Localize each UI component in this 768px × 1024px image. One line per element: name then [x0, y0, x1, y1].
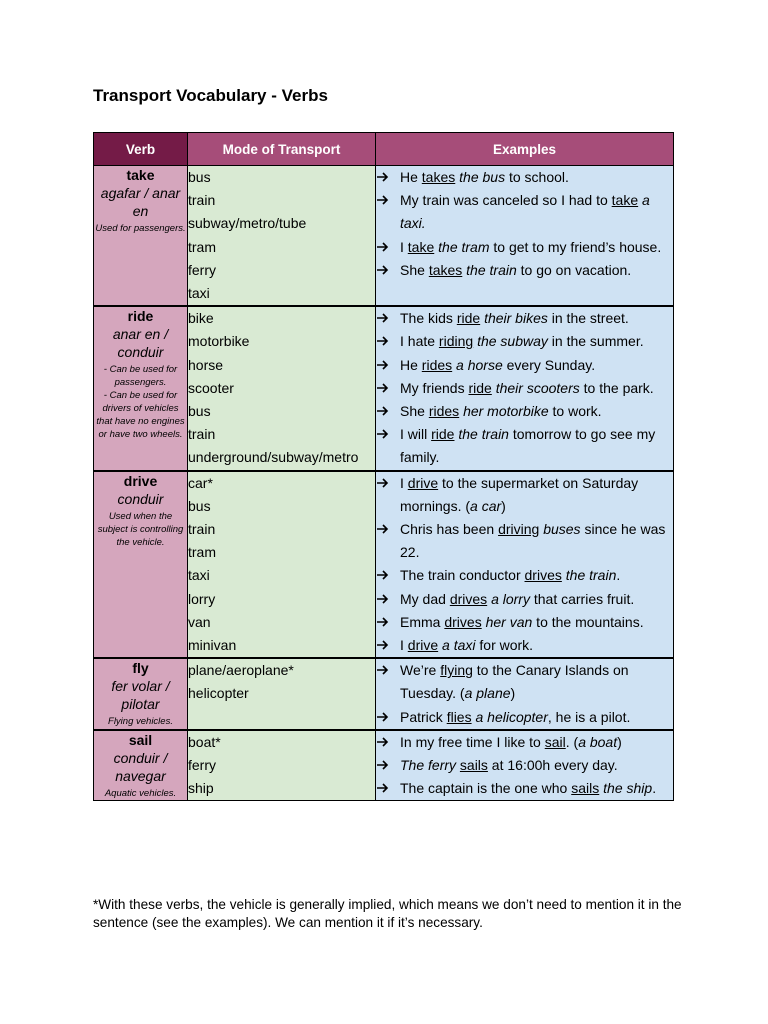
verb-usage: ride [456, 310, 481, 327]
verb-word: ride [127, 308, 154, 325]
transport-mode: train [188, 521, 216, 538]
transport-mode: train [188, 192, 216, 209]
sentence-text: I [400, 238, 408, 255]
sentence-text: to work. [548, 403, 602, 420]
example-sentence [400, 634, 673, 657]
example-item [376, 754, 673, 777]
sentence-text: that carries fruit. [529, 590, 635, 607]
example-sentence [400, 518, 673, 564]
transport-mode: train [188, 426, 216, 443]
example-item [376, 472, 673, 518]
example-item [376, 564, 673, 587]
sentence-text: She [400, 403, 429, 420]
right-arrow-icon [376, 777, 400, 800]
transport-mode: subway/metro/tube [188, 215, 307, 232]
vehicle-phrase: a boat [578, 733, 618, 750]
transport-mode: horse [188, 356, 224, 373]
right-arrow-icon [376, 307, 400, 330]
example-sentence [400, 611, 673, 634]
verb-cell [94, 730, 188, 801]
verb-word: drive [123, 472, 158, 489]
sentence-text: . ( [565, 733, 579, 750]
transport-mode: underground/subway/metro [188, 449, 359, 466]
sentence-text: My train was canceled so I had to [400, 192, 612, 209]
sentence-text: The kids [400, 310, 457, 327]
example-sentence [400, 307, 673, 330]
examples-cell [376, 730, 674, 801]
right-arrow-icon [376, 634, 400, 657]
verb-usage: drives [444, 613, 482, 630]
example-item [376, 518, 673, 564]
transport-mode: taxi [188, 285, 210, 302]
vehicle-phrase: the subway [477, 333, 548, 350]
verb-usage: sails [571, 780, 600, 797]
sentence-text: , he is a pilot. [547, 708, 631, 725]
sentence-text: The train conductor [400, 567, 525, 584]
example-item [376, 307, 673, 330]
verb-cell [94, 306, 188, 470]
example-item [376, 400, 673, 423]
sentence-text: Chris has been [400, 521, 499, 538]
right-arrow-icon [376, 330, 400, 353]
example-item [376, 611, 673, 634]
vehicle-phrase: the bus [459, 169, 506, 185]
vehicle-phrase: the tram [438, 238, 490, 255]
vehicle-phrase: the ship [603, 780, 653, 797]
transport-mode: plane/aeroplane* [188, 662, 294, 679]
sentence-text: to the Canary Islands on Tuesday. ( [400, 662, 629, 702]
sentence-text: The captain is the one who [400, 780, 572, 797]
page-title: Transport Vocabulary - Verbs [93, 86, 328, 105]
sentence-text: to go on vacation. [516, 261, 632, 278]
transport-mode: taxi [188, 567, 210, 584]
examples-cell [376, 166, 674, 307]
verb-cell [94, 658, 188, 730]
verb-usage: drive [407, 637, 439, 654]
header-examples: Examples [376, 133, 674, 166]
sentence-text: to the park. [579, 379, 654, 396]
example-item [376, 259, 673, 282]
sentence-text: . [616, 567, 621, 584]
transport-mode: bus [188, 497, 211, 514]
right-arrow-icon [376, 611, 400, 634]
example-item [376, 423, 673, 469]
table-row [94, 471, 674, 659]
verb-usage: flying [440, 662, 473, 679]
header-mode-of-transport: Mode of Transport [188, 133, 376, 166]
sentence-text: for work. [475, 637, 534, 654]
transport-mode: bus [188, 403, 211, 420]
verb-usage: drive [407, 474, 439, 491]
verb-usage: ride [468, 379, 492, 396]
vehicle-phrase: The ferry [400, 757, 457, 774]
sentence-text: We’re [400, 662, 441, 679]
modes-cell [188, 658, 376, 730]
vehicle-phrase: the train [466, 261, 517, 278]
example-item [376, 189, 673, 235]
verb-usage: take [407, 238, 435, 255]
example-item [376, 706, 673, 729]
sentence-text: since he was 22. [400, 521, 666, 561]
example-sentence [400, 731, 673, 754]
usage-note: Used for passengers. [95, 223, 186, 234]
verb-translation: conduir / navegar [113, 749, 168, 784]
vehicle-phrase: their scooters [495, 379, 580, 396]
examples-cell [376, 471, 674, 659]
transport-mode: scooter [188, 379, 234, 396]
right-arrow-icon [376, 706, 400, 729]
verb-usage: takes [428, 261, 463, 278]
sentence-text: Emma [400, 613, 445, 630]
sentence-text: to get to my friend’s house. [489, 238, 662, 255]
right-arrow-icon [376, 166, 400, 189]
verb-usage: sail [544, 733, 566, 750]
transport-mode: car* [188, 474, 213, 491]
example-sentence [400, 236, 673, 259]
example-sentence [400, 377, 673, 400]
right-arrow-icon [376, 400, 400, 423]
vehicle-phrase: a helicopter [475, 708, 548, 725]
vehicle-phrase: her motorbike [463, 403, 549, 420]
example-item [376, 634, 673, 657]
right-arrow-icon [376, 754, 400, 777]
transport-mode: bus [188, 169, 211, 185]
modes-cell [188, 471, 376, 659]
verb-usage: sails [459, 757, 488, 774]
verb-usage: rides [421, 356, 453, 373]
transport-mode: helicopter [188, 685, 249, 702]
sentence-text: He [400, 356, 422, 373]
transport-mode: boat* [188, 733, 221, 750]
right-arrow-icon [376, 659, 400, 705]
example-item [376, 731, 673, 754]
verb-usage: riding [438, 333, 474, 350]
verb-usage: drives [449, 590, 488, 607]
sentence-text: at 16:00h every day. [487, 757, 618, 774]
transport-mode: minivan [188, 637, 237, 654]
sentence-text: In my free time I like to [400, 733, 545, 750]
verb-usage: flies [446, 708, 472, 725]
modes-cell [188, 166, 376, 307]
verb-cell [94, 166, 188, 307]
example-item [376, 377, 673, 400]
verb-usage: driving [498, 521, 540, 538]
example-sentence [400, 706, 673, 729]
right-arrow-icon [376, 236, 400, 259]
sentence-text: tomorrow to go see my family. [400, 426, 656, 466]
sentence-text: My friends [400, 379, 469, 396]
verb-usage: rides [428, 403, 460, 420]
sentence-text: in the street. [547, 310, 629, 327]
verb-translation: agafar / anar en [100, 185, 181, 219]
vehicle-phrase: the train [458, 426, 509, 443]
transport-mode: ferry [188, 757, 216, 774]
vehicle-phrase: a plane [464, 685, 511, 702]
verb-translation: conduir [117, 490, 164, 507]
right-arrow-icon [376, 472, 400, 518]
right-arrow-icon [376, 731, 400, 754]
usage-note: - Can be used for passengers. [103, 364, 178, 389]
example-sentence [400, 564, 673, 587]
example-sentence [400, 472, 673, 518]
verb-translation: fer volar / pilotar [111, 678, 170, 713]
verb-usage: takes [421, 169, 456, 185]
table-header-row [94, 133, 674, 166]
right-arrow-icon [376, 423, 400, 469]
example-sentence [400, 259, 673, 282]
examples-cell [376, 306, 674, 470]
verb-cell [94, 471, 188, 659]
example-sentence [400, 330, 673, 353]
right-arrow-icon [376, 518, 400, 564]
examples-cell [376, 658, 674, 730]
transport-mode: tram [188, 238, 216, 255]
example-sentence [400, 754, 673, 777]
example-item [376, 588, 673, 611]
sentence-text: every Sunday. [502, 356, 596, 373]
transport-mode: bike [188, 310, 214, 327]
transport-mode: ship [188, 780, 214, 797]
usage-note: - Can be used for drivers of vehicles that have no engines or have two wheels. [96, 390, 185, 441]
sentence-text: in the summer. [547, 333, 644, 350]
modes-cell [188, 306, 376, 470]
vehicle-phrase: a car [470, 497, 502, 514]
example-sentence [400, 659, 673, 705]
example-item [376, 777, 673, 800]
table-row [94, 730, 674, 801]
vehicle-phrase: a horse [456, 356, 503, 373]
verb-word: sail [128, 731, 153, 748]
verb-usage: drives [524, 567, 562, 584]
table-row [94, 658, 674, 730]
right-arrow-icon [376, 354, 400, 377]
sentence-text: to school. [505, 169, 569, 185]
example-item [376, 354, 673, 377]
vehicle-phrase: a taxi. [400, 192, 650, 232]
right-arrow-icon [376, 564, 400, 587]
vehicle-phrase: the train [565, 567, 617, 584]
transport-mode: tram [188, 544, 216, 561]
right-arrow-icon [376, 588, 400, 611]
example-item [376, 236, 673, 259]
transport-mode: van [188, 613, 211, 630]
vehicle-phrase: a taxi [442, 637, 476, 654]
example-sentence [400, 777, 673, 800]
table-row [94, 166, 674, 307]
sentence-text: She [400, 261, 429, 278]
sentence-text: He [400, 169, 422, 185]
right-arrow-icon [376, 259, 400, 282]
transport-mode: motorbike [188, 333, 250, 350]
example-sentence [400, 166, 673, 189]
vehicle-phrase: their bikes [484, 310, 548, 327]
example-item [376, 166, 673, 189]
right-arrow-icon [376, 377, 400, 400]
verb-usage: take [611, 192, 639, 209]
example-sentence [400, 400, 673, 423]
vehicle-phrase: her van [485, 613, 533, 630]
vehicle-phrase: buses [543, 521, 581, 538]
verb-usage: ride [431, 426, 455, 443]
example-sentence [400, 354, 673, 377]
sentence-text: to the mountains. [532, 613, 644, 630]
sentence-text: I [400, 474, 408, 491]
verb-word: fly [132, 660, 149, 677]
example-item [376, 330, 673, 353]
example-sentence [400, 588, 673, 611]
table-row [94, 306, 674, 470]
example-item [376, 659, 673, 705]
sentence-text: I hate [400, 333, 439, 350]
sentence-text: Patrick [400, 708, 447, 725]
example-sentence [400, 189, 673, 235]
vehicle-phrase: a lorry [491, 590, 530, 607]
sentence-text: ) [501, 497, 506, 514]
usage-note: Flying vehicles. [108, 716, 173, 728]
transport-mode: lorry [188, 590, 216, 607]
transport-mode: ferry [188, 261, 216, 278]
modes-cell [188, 730, 376, 801]
header-verb: Verb [94, 133, 188, 166]
sentence-text: to the supermarket on Saturday mornings. ( [400, 474, 639, 514]
sentence-text: I will [400, 426, 432, 443]
example-sentence [400, 423, 673, 469]
footnote: *With these verbs, the vehicle is generally implied, which means we don’t need to mention it in the sentence (see the examples). We can mention it if it’s necessary. [93, 897, 682, 930]
right-arrow-icon [376, 189, 400, 235]
vocabulary-table [93, 132, 674, 801]
verb-word: take [126, 167, 155, 183]
usage-note: Used when the subject is controlling the vehicle. [97, 510, 184, 548]
sentence-text: ) [617, 733, 622, 750]
sentence-text: ) [510, 685, 516, 702]
usage-note: Aquatic vehicles. [104, 787, 177, 799]
verb-translation: anar en / conduir [112, 326, 169, 361]
sentence-text: I [400, 637, 408, 654]
sentence-text: . [652, 780, 657, 797]
sentence-text: My dad [400, 590, 450, 607]
